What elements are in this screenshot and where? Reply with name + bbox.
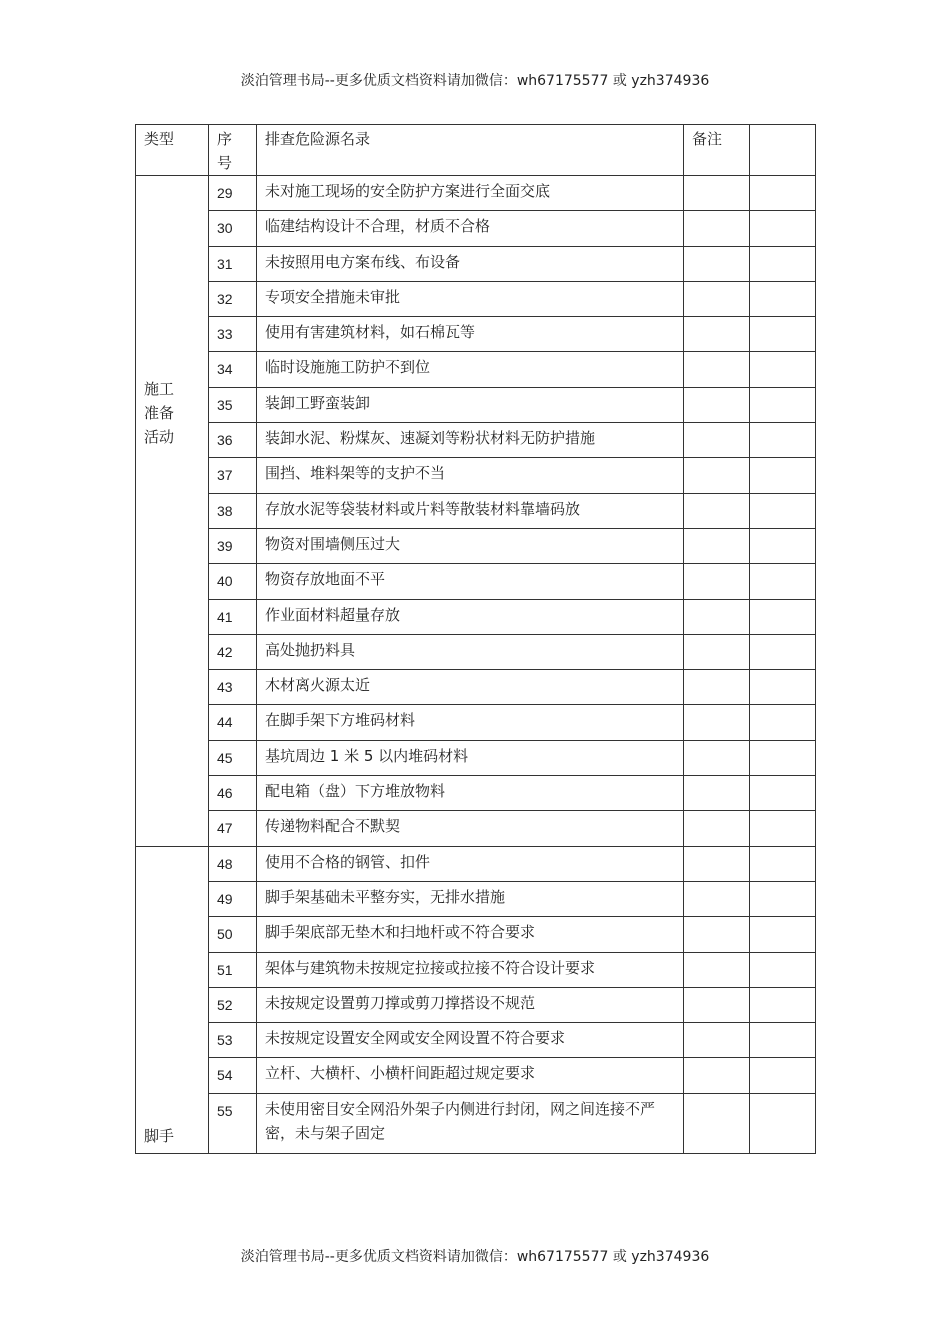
extra-cell (750, 564, 816, 599)
hazard-name-cell: 脚手架基础未平整夯实，无排水措施 (257, 881, 684, 916)
seq-cell: 47 (209, 811, 257, 846)
extra-cell (750, 1058, 816, 1093)
extra-cell (750, 881, 816, 916)
seq-cell: 44 (209, 705, 257, 740)
column-header-seq (209, 125, 257, 176)
seq-cell: 46 (209, 776, 257, 811)
hazard-name-cell: 装卸水泥、粉煤灰、速凝刘等粉状材料无防护措施 (257, 423, 684, 458)
table-row (136, 317, 816, 352)
table-row (136, 846, 816, 881)
table-row (136, 776, 816, 811)
table-row (136, 987, 816, 1022)
remark-cell (684, 740, 750, 775)
extra-cell (750, 493, 816, 528)
table-row (136, 1023, 816, 1058)
table-row (136, 493, 816, 528)
extra-cell (750, 634, 816, 669)
table-row (136, 1093, 816, 1153)
hazard-name-cell: 物资对围墙侧压过大 (257, 528, 684, 563)
remark-cell (684, 670, 750, 705)
hazard-name-cell: 基坑周边 1 米 5 以内堆码材料 (257, 740, 684, 775)
remark-cell (684, 423, 750, 458)
extra-cell (750, 952, 816, 987)
hazard-name-cell: 未对施工现场的安全防护方案进行全面交底 (257, 176, 684, 211)
table-row (136, 281, 816, 316)
table-row (136, 811, 816, 846)
extra-cell (750, 1093, 816, 1153)
remark-cell (684, 564, 750, 599)
seq-cell: 45 (209, 740, 257, 775)
seq-cell: 54 (209, 1058, 257, 1093)
hazard-name-cell: 脚手架底部无垫木和扫地杆或不符合要求 (257, 917, 684, 952)
table-row (136, 705, 816, 740)
extra-cell (750, 458, 816, 493)
category-label: 脚手 (144, 1126, 175, 1145)
seq-cell: 51 (209, 952, 257, 987)
table-row (136, 352, 816, 387)
extra-cell (750, 917, 816, 952)
table-row (136, 564, 816, 599)
seq-cell: 36 (209, 423, 257, 458)
hazard-name-cell: 传递物料配合不默契 (257, 811, 684, 846)
remark-cell (684, 528, 750, 563)
table-row (136, 528, 816, 563)
remark-cell (684, 317, 750, 352)
remark-cell (684, 281, 750, 316)
remark-cell (684, 176, 750, 211)
hazard-name-cell: 高处抛扔料具 (257, 634, 684, 669)
extra-cell (750, 1023, 816, 1058)
remark-cell (684, 1023, 750, 1058)
seq-cell: 49 (209, 881, 257, 916)
hazard-name-cell: 使用不合格的钢管、扣件 (257, 846, 684, 881)
hazard-name-cell: 未按规定设置剪刀撑或剪刀撑搭设不规范 (257, 987, 684, 1022)
remark-cell (684, 352, 750, 387)
extra-cell (750, 317, 816, 352)
table-header (136, 125, 816, 176)
hazard-name-cell: 使用有害建筑材料，如石棉瓦等 (257, 317, 684, 352)
extra-cell (750, 281, 816, 316)
seq-cell: 41 (209, 599, 257, 634)
remark-cell (684, 599, 750, 634)
column-header-type: 类型 (136, 125, 209, 176)
remark-cell (684, 952, 750, 987)
hazard-name-cell: 作业面材料超量存放 (257, 599, 684, 634)
category-cell (136, 176, 209, 847)
table-row (136, 387, 816, 422)
extra-cell (750, 423, 816, 458)
remark-cell (684, 493, 750, 528)
hazard-name-cell: 装卸工野蛮装卸 (257, 387, 684, 422)
hazard-name-cell: 木材离火源太近 (257, 670, 684, 705)
extra-cell (750, 987, 816, 1022)
remark-cell (684, 705, 750, 740)
remark-cell (684, 246, 750, 281)
seq-cell: 50 (209, 917, 257, 952)
hazard-name-cell: 存放水泥等袋装材料或片料等散装材料靠墙码放 (257, 493, 684, 528)
seq-cell: 35 (209, 387, 257, 422)
extra-cell (750, 352, 816, 387)
table-row (136, 1058, 816, 1093)
remark-cell (684, 387, 750, 422)
seq-cell: 30 (209, 211, 257, 246)
remark-cell (684, 211, 750, 246)
category-cell (136, 846, 209, 1153)
remark-cell (684, 776, 750, 811)
hazard-name-cell: 未按规定设置安全网或安全网设置不符合要求 (257, 1023, 684, 1058)
extra-cell (750, 246, 816, 281)
seq-cell: 53 (209, 1023, 257, 1058)
table-row (136, 423, 816, 458)
extra-cell (750, 776, 816, 811)
column-header-remark: 备注 (684, 125, 750, 176)
category-label: 施工 准备 活动 (144, 380, 175, 446)
extra-cell (750, 740, 816, 775)
table-row (136, 670, 816, 705)
table-row (136, 917, 816, 952)
seq-cell: 40 (209, 564, 257, 599)
hazard-name-cell: 物资存放地面不平 (257, 564, 684, 599)
extra-cell (750, 211, 816, 246)
seq-header-line1: 序 (217, 130, 233, 148)
remark-cell (684, 917, 750, 952)
remark-cell (684, 846, 750, 881)
table-body (136, 176, 816, 1154)
column-header-name: 排查危险源名录 (257, 125, 684, 176)
seq-cell: 34 (209, 352, 257, 387)
remark-cell (684, 1058, 750, 1093)
hazard-name-cell: 临建结构设计不合理，材质不合格 (257, 211, 684, 246)
hazard-name-cell: 配电箱（盘）下方堆放物料 (257, 776, 684, 811)
extra-cell (750, 846, 816, 881)
remark-cell (684, 634, 750, 669)
hazard-name-cell: 专项安全措施未审批 (257, 281, 684, 316)
seq-cell: 43 (209, 670, 257, 705)
table-row (136, 246, 816, 281)
extra-cell (750, 528, 816, 563)
table-row (136, 211, 816, 246)
extra-cell (750, 176, 816, 211)
page-header: 淡泊管理书局--更多优质文档资料请加微信：wh67175577 或 yzh374936 (240, 73, 710, 89)
seq-cell: 42 (209, 634, 257, 669)
remark-cell (684, 1093, 750, 1153)
extra-cell (750, 670, 816, 705)
page-footer: 淡泊管理书局--更多优质文档资料请加微信：wh67175577 或 yzh374936 (240, 1249, 710, 1265)
remark-cell (684, 458, 750, 493)
extra-cell (750, 599, 816, 634)
table-row (136, 881, 816, 916)
hazard-name-cell: 未使用密目安全网沿外架子内侧进行封闭，网之间连接不严密，未与架子固定 (257, 1093, 684, 1153)
seq-cell: 33 (209, 317, 257, 352)
remark-cell (684, 987, 750, 1022)
seq-cell: 37 (209, 458, 257, 493)
table-row (136, 952, 816, 987)
seq-cell: 48 (209, 846, 257, 881)
hazard-name-cell: 未按照用电方案布线、布设备 (257, 246, 684, 281)
table-row (136, 599, 816, 634)
seq-cell: 29 (209, 176, 257, 211)
table-row (136, 458, 816, 493)
table-row (136, 634, 816, 669)
seq-cell: 31 (209, 246, 257, 281)
hazard-name-cell: 临时设施施工防护不到位 (257, 352, 684, 387)
seq-cell: 39 (209, 528, 257, 563)
extra-cell (750, 811, 816, 846)
extra-cell (750, 705, 816, 740)
table-row (136, 176, 816, 211)
table-row (136, 740, 816, 775)
seq-cell: 38 (209, 493, 257, 528)
column-header-extra (750, 125, 816, 176)
hazard-table (135, 124, 816, 1154)
seq-cell: 32 (209, 281, 257, 316)
seq-cell: 52 (209, 987, 257, 1022)
hazard-name-cell: 围挡、堆料架等的支护不当 (257, 458, 684, 493)
hazard-name-cell: 架体与建筑物未按规定拉接或拉接不符合设计要求 (257, 952, 684, 987)
remark-cell (684, 811, 750, 846)
seq-header-line2: 号 (217, 154, 233, 172)
hazard-name-cell: 立杆、大横杆、小横杆间距超过规定要求 (257, 1058, 684, 1093)
extra-cell (750, 387, 816, 422)
remark-cell (684, 881, 750, 916)
hazard-name-cell: 在脚手架下方堆码材料 (257, 705, 684, 740)
seq-cell: 55 (209, 1093, 257, 1153)
